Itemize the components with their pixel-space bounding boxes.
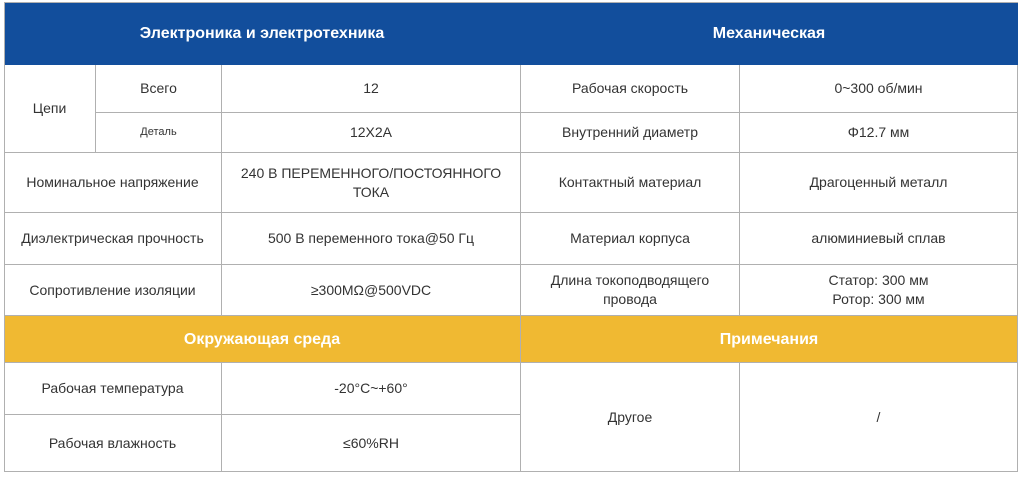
total-label: Всего [96, 65, 222, 113]
insulation-value: ≥300MΩ@500VDC [222, 265, 521, 316]
humidity-label: Рабочая влажность [4, 415, 222, 472]
dielectric-label: Диэлектрическая прочность [4, 213, 222, 265]
speed-label: Рабочая скорость [521, 65, 740, 113]
dielectric-value: 500 В переменного тока@50 Гц [222, 213, 521, 265]
voltage-label: Номинальное напряжение [4, 153, 222, 213]
temp-label: Рабочая температура [4, 363, 222, 415]
housing-label: Материал корпуса [521, 213, 740, 265]
other-value: / [740, 363, 1018, 472]
lead-label: Длина токоподводящего провода [521, 265, 740, 316]
temp-value: -20°C~+60° [222, 363, 521, 415]
bore-label: Внутренний диаметр [521, 113, 740, 153]
insulation-label: Сопротивление изоляции [4, 265, 222, 316]
total-value: 12 [222, 65, 521, 113]
housing-value: алюминиевый сплав [740, 213, 1018, 265]
voltage-value: 240 В ПЕРЕМЕННОГО/ПОСТОЯННОГО ТОКА [222, 153, 521, 213]
bore-value: Φ12.7 мм [740, 113, 1018, 153]
detail-value: 12X2A [222, 113, 521, 153]
lead-stator: Статор: 300 мм [828, 272, 929, 288]
circuits-label: Цепи [4, 65, 96, 153]
header-mechanical: Механическая [521, 2, 1018, 65]
lead-rotor: Ротор: 300 мм [832, 291, 925, 307]
contact-label: Контактный материал [521, 153, 740, 213]
contact-value: Драгоценный металл [740, 153, 1018, 213]
speed-value: 0~300 об/мин [740, 65, 1018, 113]
lead-value [740, 265, 1018, 316]
header-environment: Окружающая среда [4, 316, 521, 363]
other-label: Другое [521, 363, 740, 472]
header-notes: Примечания [521, 316, 1018, 363]
humidity-value: ≤60%RH [222, 415, 521, 472]
header-electronics: Электроника и электротехника [4, 2, 521, 65]
detail-label: Деталь [96, 113, 222, 153]
